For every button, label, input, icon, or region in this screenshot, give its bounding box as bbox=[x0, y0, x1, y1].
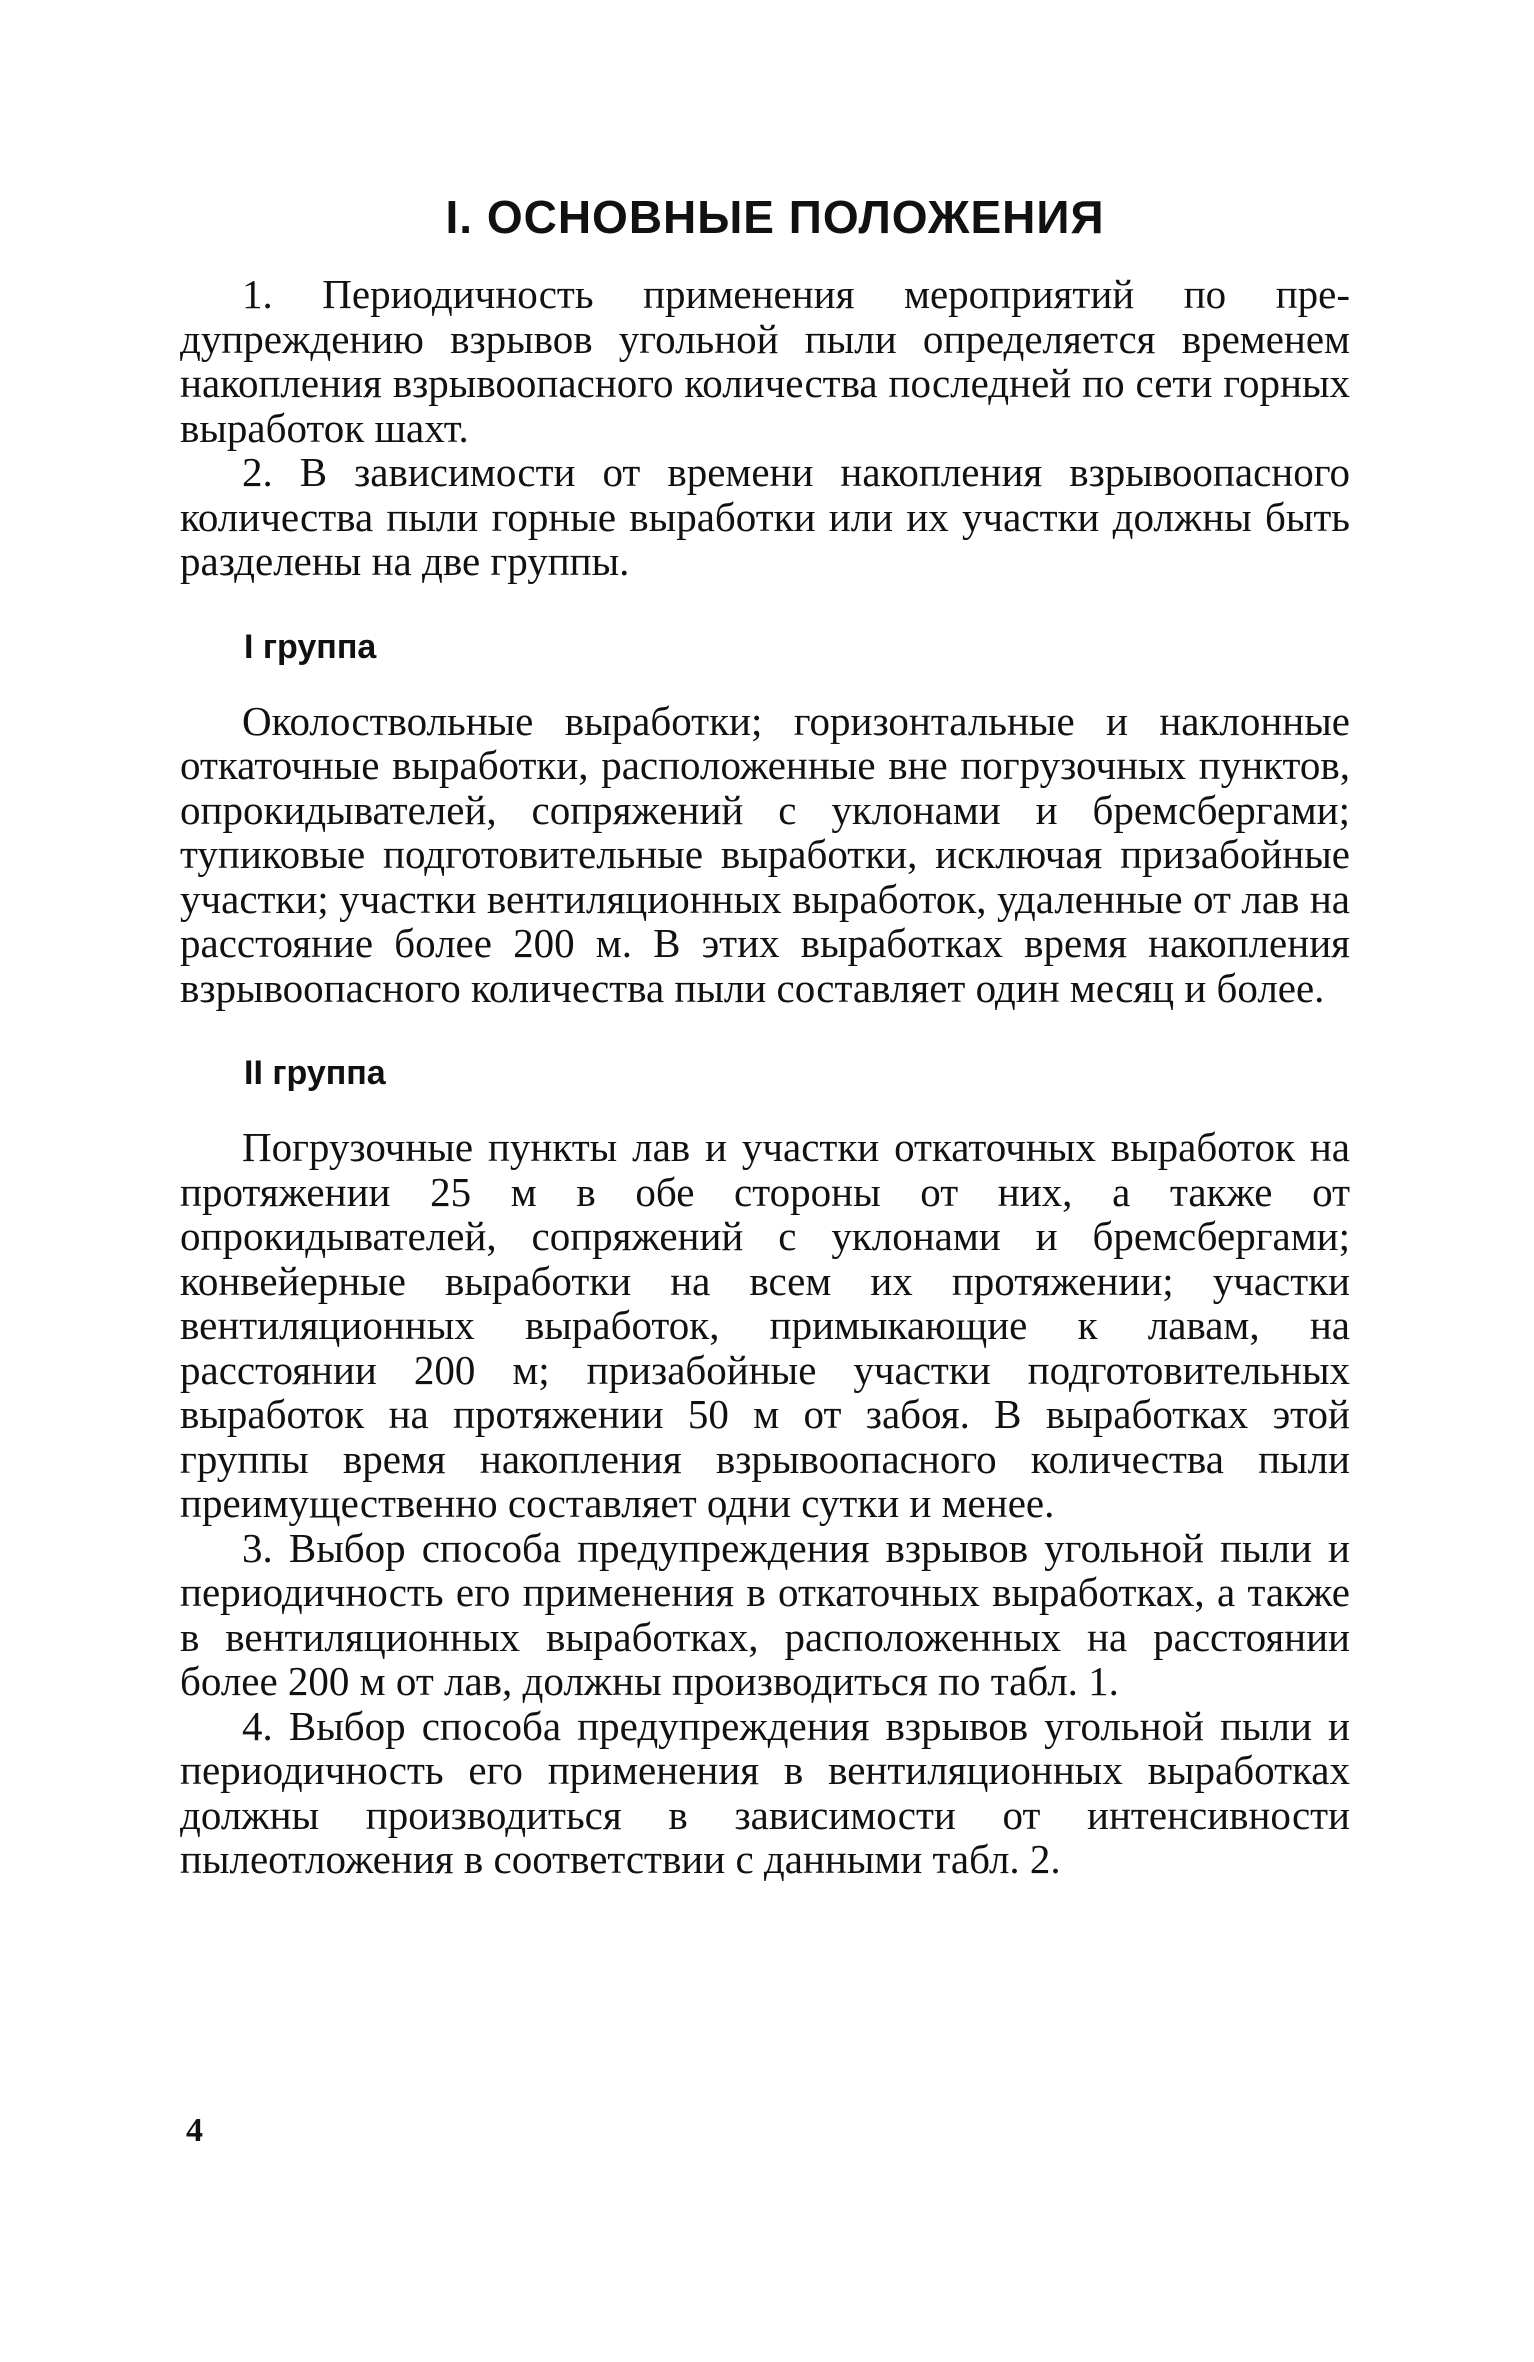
group-1-heading: I группа bbox=[244, 627, 377, 666]
group-1-text: Околоствольные выработки; горизонтальные и наклонные откаточные выработки, расположенные вне погрузочных пунктов, опрокидывателей, сопряжений с уклонами и бремсбергами; тупиковые подготовительные выработки, исключая призабойные участки; участки вентиляционных выработок, удаленные от лав на расстояние более 200 м. В этих выработках время накопления взрывоопасного количества пыли составляет один месяц и более. bbox=[180, 697, 1350, 1011]
group-2-heading: II группа bbox=[244, 1054, 386, 1092]
section-title: I. ОСНОВНЫЕ ПОЛОЖЕНИЯ bbox=[445, 191, 1105, 243]
document-page bbox=[180, 190, 1350, 1882]
paragraph-3: 3. Выбор способа предупреждения взрывов угольной пыли и периодичность его применения в откаточных выработках, а также в вентиляционных выработках, расположенных на расстоянии более 200 м от лав, должны производиться по табл. 1. bbox=[180, 1524, 1350, 1704]
group-2-text: Погрузочные пункты лав и участки откаточных выработок на протяжении 25 м в обе стороны от них, а также от опрокидывателей, сопряжений с уклонами и бремсбергами; конвейерные выработки на всем их протяжении; участки вентиляционных выработок, примыкающие к лавам, на расстоянии 200 м; призабойные участки подготовительных выработок на протяжении 50 м от забоя. В выработках этой группы время накопления взрывоопасного количества пыли преимущественно составляет одни сутки и менее. bbox=[180, 1124, 1350, 1526]
paragraph-2: 2. В зависимости от времени накопления взрывоопасного количества пыли горные выработки или их участки должны быть разделены на две группы. bbox=[180, 449, 1350, 584]
paragraph-4: 4. Выбор способа предупреждения взрывов угольной пыли и периодичность его применения в вентиляционных выработках должны производиться в зависимости от интенсивности пылеотложения в соответствии с данными табл. 2. bbox=[180, 1702, 1350, 1882]
paragraph-1: 1. Периодичность применения мероприятий по предупреждению взрывов угольной пыли определяется временем накопления взрывоопасного количества последней по сети горных выработок шахт. bbox=[180, 271, 1350, 451]
page-number: 4 bbox=[186, 2112, 203, 2149]
